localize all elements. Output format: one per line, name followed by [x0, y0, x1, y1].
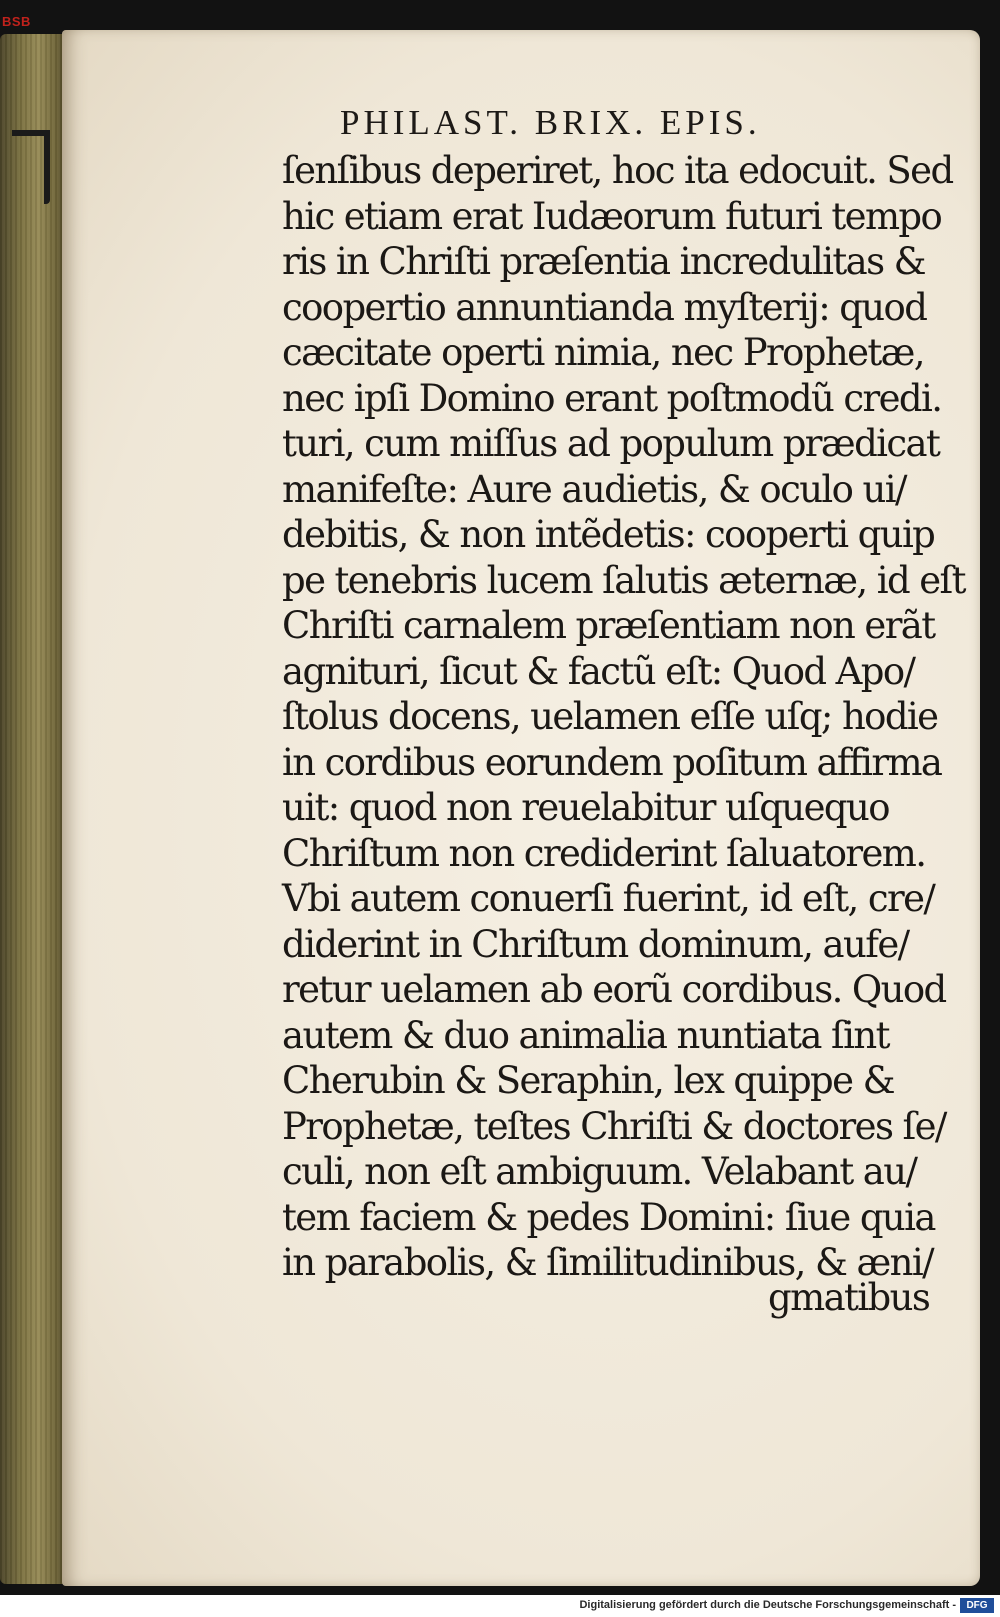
text-line: manifeſte: Aure audietis, & oculo ui/ — [282, 467, 906, 511]
text-line: autem & duo animalia nuntiata ſint — [282, 1013, 889, 1057]
text-line: ſenſibus deperiret, hoc ita edocuit. Sed — [282, 149, 953, 192]
text-line: ris in Chriſti præſentia incredulitas & — [282, 240, 925, 283]
text-line: ſtolus docens, uelamen eſſe uſq; hodie — [282, 695, 938, 738]
text-line: nec ipſi Domino erant poſtmodũ credi. — [282, 376, 942, 420]
text-line: turi, cum miſſus ad populum prædicat — [282, 422, 940, 465]
dfg-logo: DFG — [960, 1598, 994, 1613]
text-line: pe tenebris lucem ſalutis æternæ, id eſt — [282, 558, 965, 602]
text-line: agnituri, ſicut & factũ eſt: Quod Apo/ — [282, 649, 915, 693]
text-line: tem faciem & pedes Domini: ſiue quia — [282, 1195, 935, 1239]
text-line: in cordibus eorundem poſitum affirma — [282, 740, 942, 784]
text-line: in parabolis, & ſimilitudinibus, & æni/ — [282, 1241, 933, 1284]
text-line: Chriſti carnalem præſentiam non erãt — [282, 604, 935, 647]
text-line: Chriſtum non crediderint ſaluatorem. — [282, 831, 926, 875]
funding-credit: Digitalisierung gefördert durch die Deutsche Forschungsgemeinschaft - — [579, 1599, 956, 1611]
text-line: debitis, & non intẽdetis: cooperti quip — [282, 513, 935, 556]
text-line: retur uelamen ab eorũ cordibus. Quod — [282, 968, 946, 1011]
running-head: PHILAST. BRIX. EPIS. — [340, 103, 761, 142]
text-line: hic etiam erat Iudæorum futuri tempo — [282, 194, 942, 238]
text-line: Prophetæ, teſtes Chriſti & doctores ſe/ — [282, 1104, 946, 1148]
body-text — [282, 148, 965, 1286]
book-clasp — [12, 130, 50, 204]
text-line: culi, non eſt ambiguum. Velabant au/ — [282, 1150, 917, 1193]
text-line: cæcitate operti nimia, nec Prophetæ, — [282, 331, 924, 374]
text-line: uit: quod non reuelabitur uſquequo — [282, 786, 889, 829]
book-page-edges — [0, 34, 70, 1584]
catchword: gmatibus — [768, 1276, 930, 1319]
text-line: diderint in Chriſtum dominum, aufe/ — [282, 922, 909, 966]
footer-bar — [0, 1595, 1000, 1617]
text-line: coopertio annuntianda myſterij: quod — [282, 285, 927, 329]
text-line: Cherubin & Seraphin, lex quippe & — [282, 1059, 894, 1102]
library-mark: BSB — [2, 14, 31, 29]
text-line: Vbi autem conuerſi fuerint, id eſt, cre/ — [282, 877, 935, 920]
